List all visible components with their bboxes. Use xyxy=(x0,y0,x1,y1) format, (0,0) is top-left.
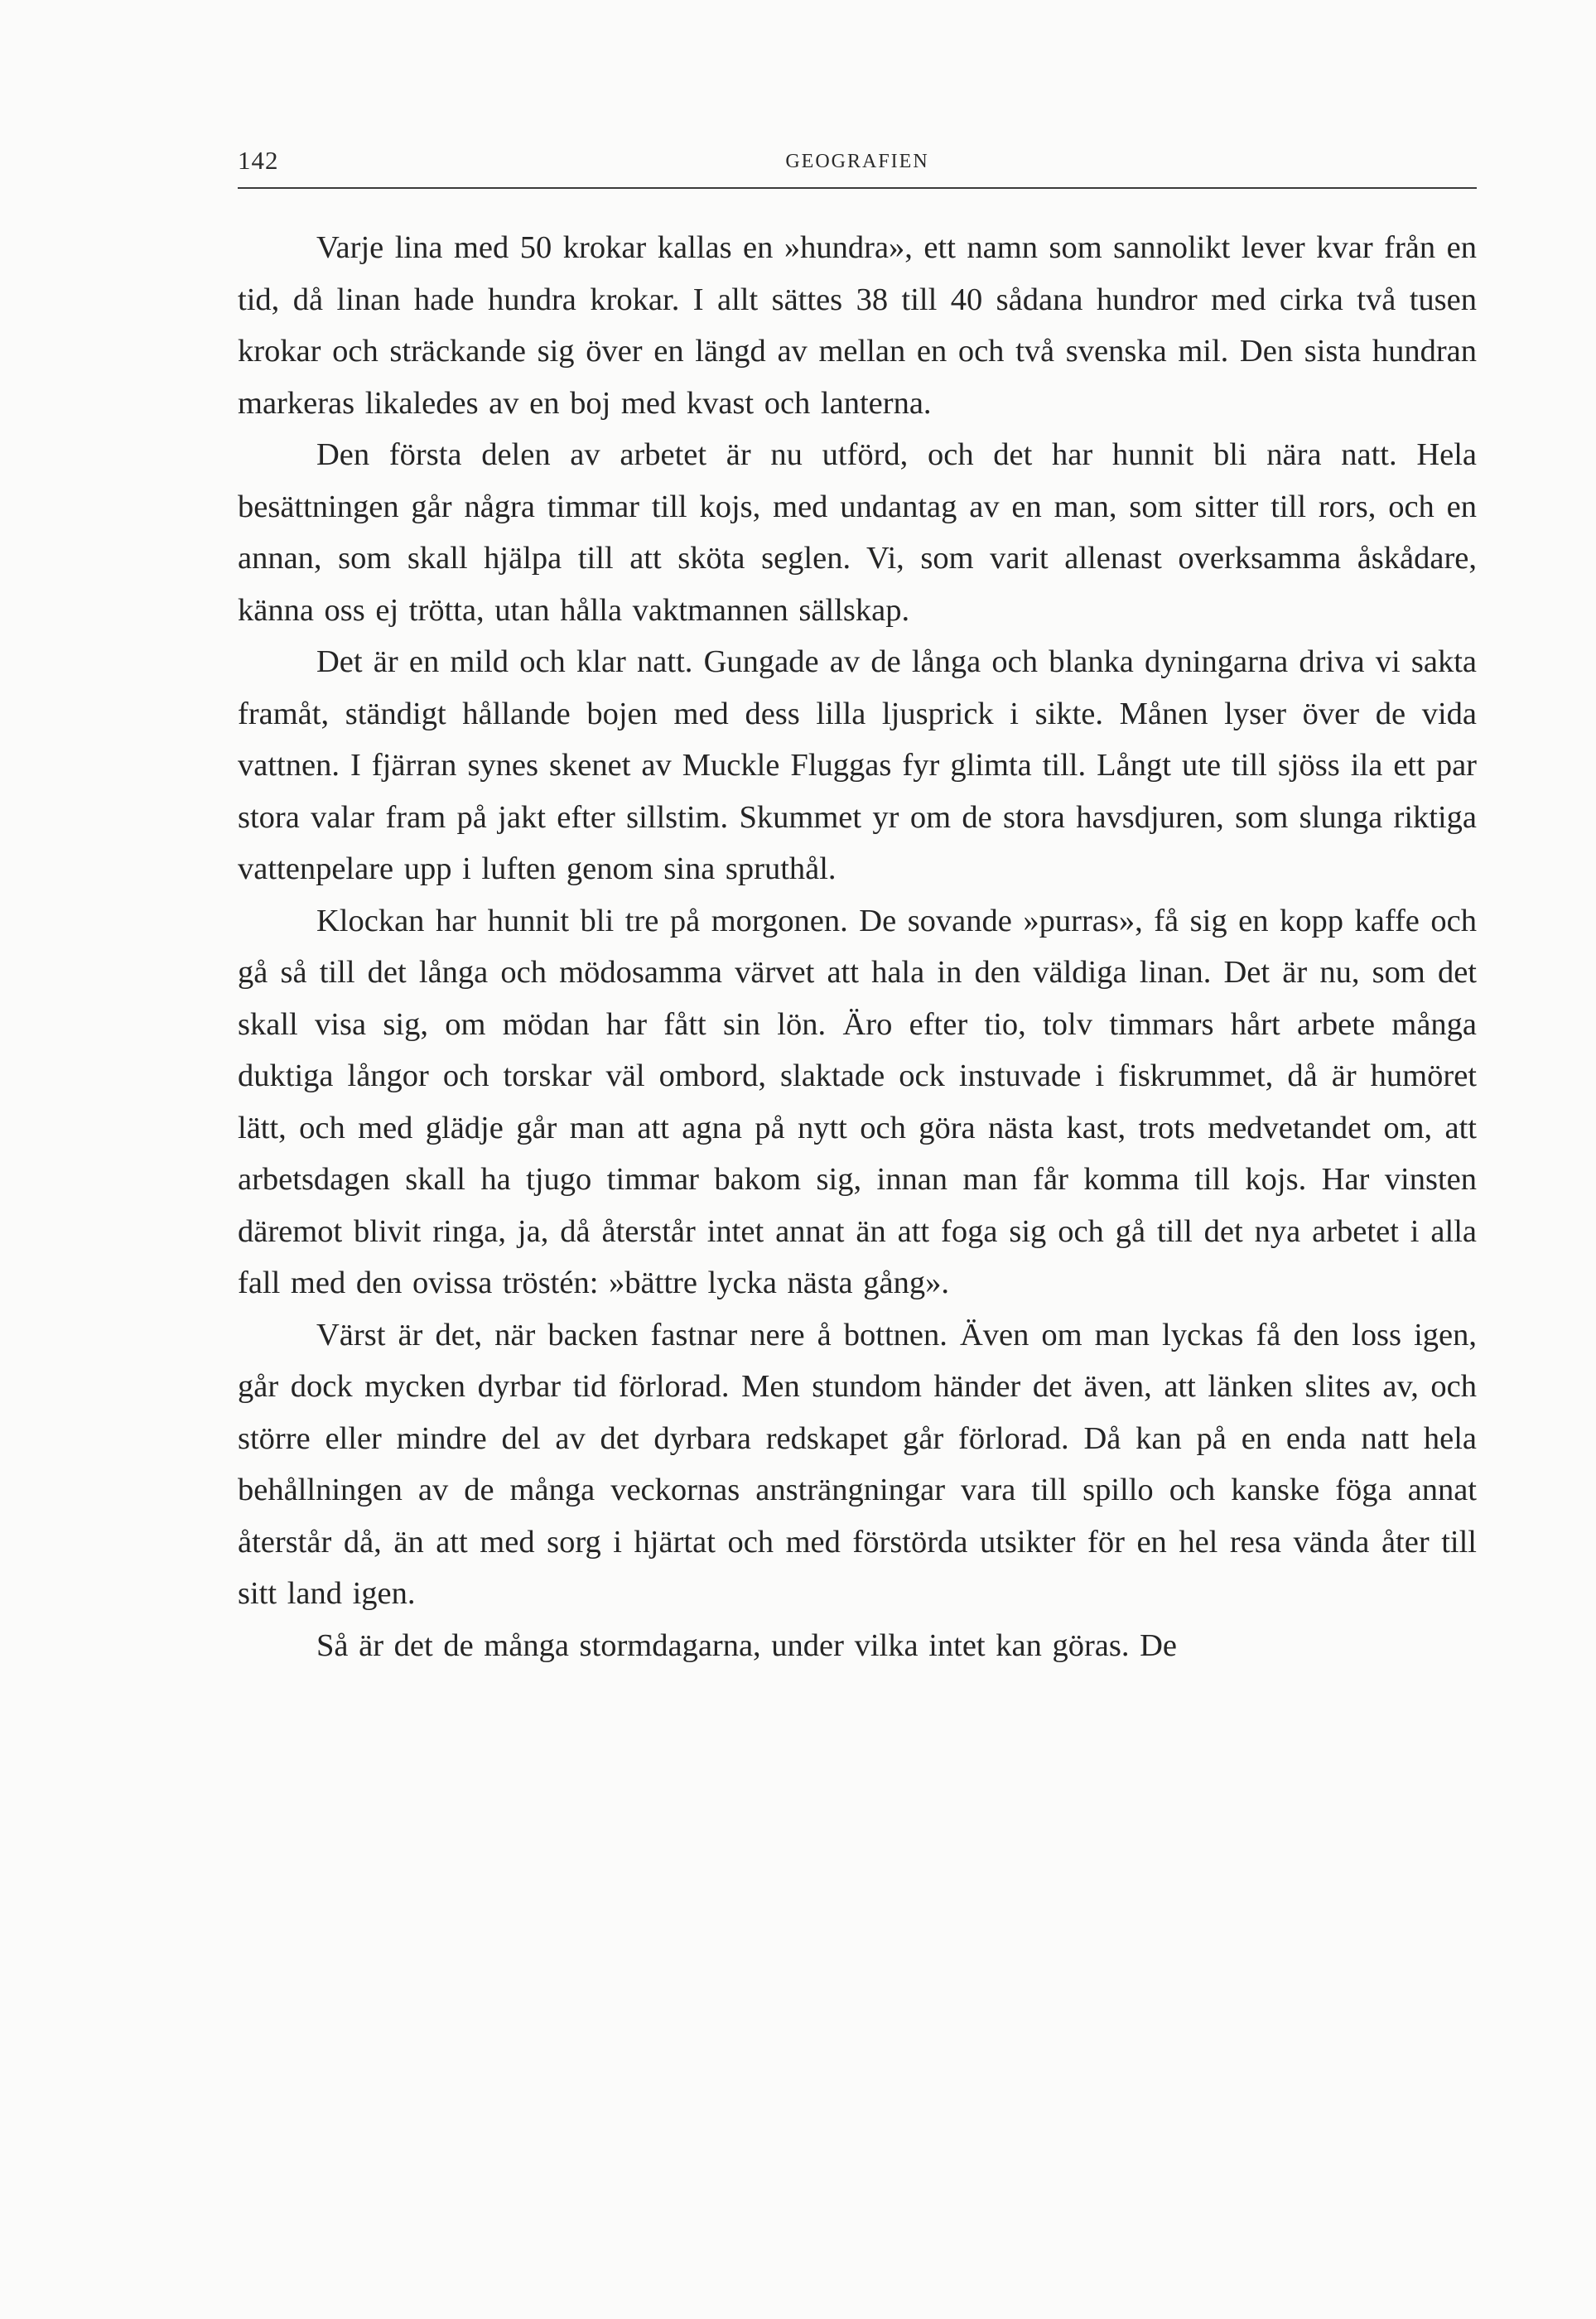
page-number: 142 xyxy=(238,146,279,175)
running-head: GEOGRAFIEN xyxy=(785,151,929,172)
paragraph: Klockan har hunnit bli tre på morgonen. De sovande »purras», få sig en kopp kaffe och gå så till det långa och mödosamma värvet att hala in den väldiga linan. Det är nu, som det skall visa sig, om mödan har fått sin lön. Äro efter tio, tolv timmars hårt arbete många duktiga långor och torskar väl ombord, slaktade ock instuvade i fiskrummet, då är humöret lätt, och med glädje går man att agna på nytt och göra nästa kast, trots medvetandet om, att arbetsdagen skall ha tjugo timmar bakom sig, innan man får komma till kojs. Har vinsten däremot blivit ringa, ja, då återstår intet annat än att foga sig och gå till det nya arbetet i alla fall med den ovissa tröstén: »bättre lycka nästa gång». xyxy=(238,903,1477,1300)
paragraph: Värst är det, när backen fastnar nere å bottnen. Även om man lyckas få den loss igen, går dock mycken dyrbar tid förlorad. Men stundom händer det även, att länken slites av, och större eller mindre del av det dyrbara redskapet går förlorad. Då kan på en enda natt hela behållningen av de många veckornas ansträngningar vara till spillo och kanske föga annat återstår då, än att med sorg i hjärtat och med förstörda utsikter för en hel resa vända åter till sitt land igen. xyxy=(238,1317,1477,1611)
paragraph: Så är det de många stormdagarna, under vilka intet kan göras. De xyxy=(316,1627,1178,1663)
body-text xyxy=(238,222,1477,1671)
paragraph: Varje lina med 50 krokar kallas en »hundra», ett namn som sannolikt lever kvar från en tid, då linan hade hundra krokar. I allt sättes 38 till 40 sådana hundror med cirka två tusen krokar och sträckande sig över en längd av mellan en och två svenska mil. Den sista hundran markeras likaledes av en boj med kvast och lanterna. xyxy=(238,230,1477,421)
paragraph: Det är en mild och klar natt. Gungade av de långa och blanka dyningarna driva vi sakta framåt, ständigt hållande bojen med dess lilla ljusprick i sikte. Månen lyser över de vida vattnen. I fjärran synes skenet av Muckle Fluggas fyr glimta till. Långt ute till sjöss ila ett par stora valar fram på jakt efter sillstim. Skummet yr om de stora havsdjuren, som slunga riktiga vattenpelare upp i luften genom sina spruthål. xyxy=(238,644,1477,886)
page-header xyxy=(238,146,1477,189)
paragraph: Den första delen av arbetet är nu utförd, och det har hunnit bli nära natt. Hela besättningen går några timmar till kojs, med undantag av en man, som sitter till rors, och en annan, som skall hjälpa till att sköta seglen. Vi, som varit allenast overksamma åskådare, känna oss ej trötta, utan hålla vaktmannen sällskap. xyxy=(238,437,1477,628)
